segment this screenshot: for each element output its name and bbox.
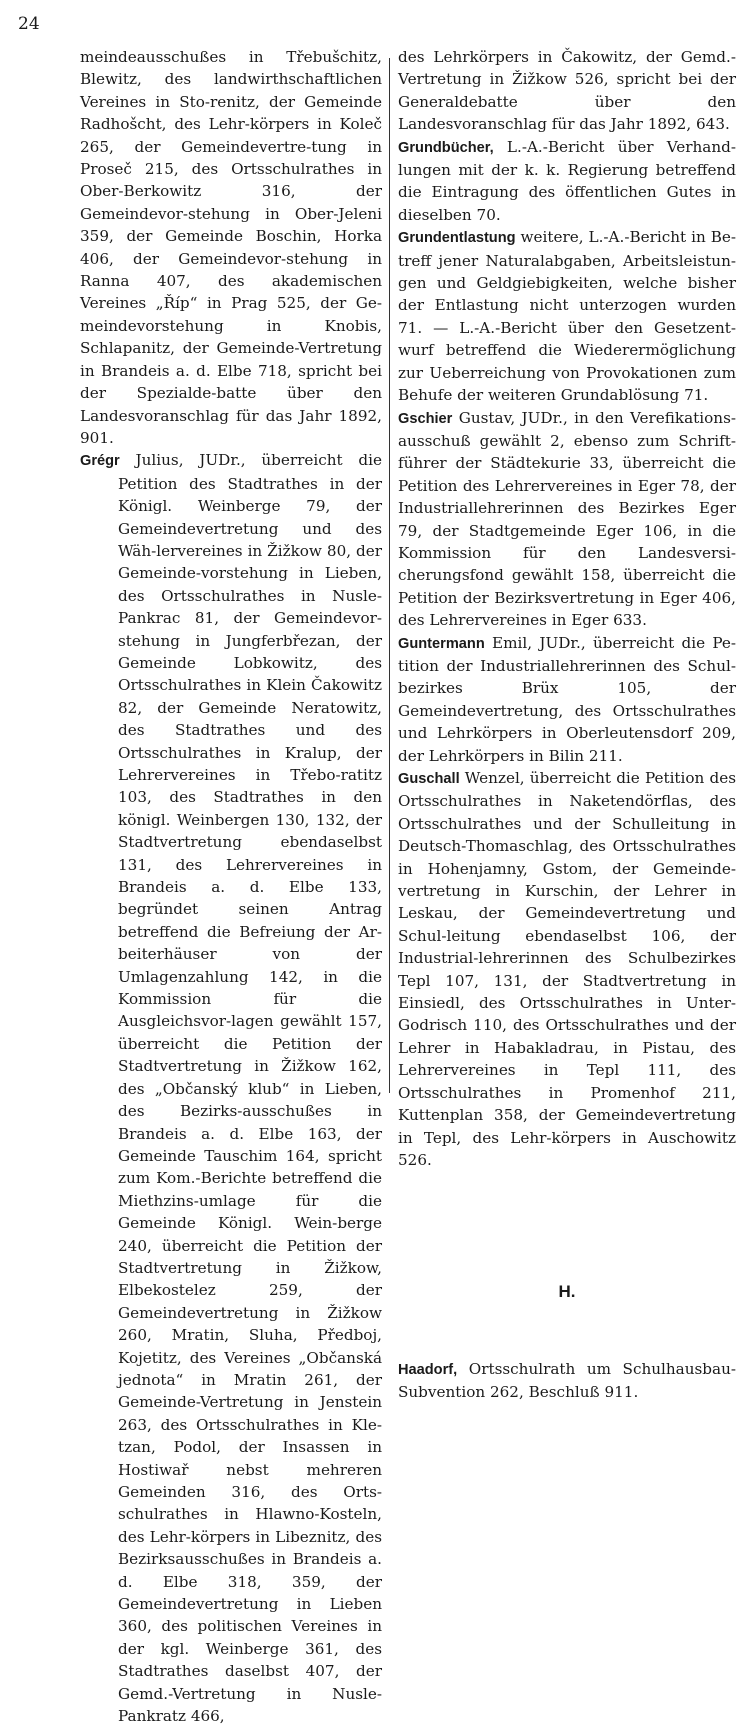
continuation-text: des Lehrkörpers in Čakowitz, der Gemd.-Vertretung in Žižkow 526, spricht bei der Generaldebatte über den Landesvoranschlag für das Jahr 1892, 643. <box>398 48 736 134</box>
entry-text: Gustav, JUDr., in den Verefikations-ausschuß gewählt 2, ebenso zum Schrift-führer der Städtekurie 33, überreicht die Petition des Lehrervereines in Eger 78, der Industriallehrerinnen des Bezirkes Eger 79, der Stadtgemeinde Eger 106, in die Kommission für den Landesversi-cherungsfond gewählt 158, überreicht die Petition der Bezirksvertretung in Eger 406, des Lehrervereines in Eger 633. <box>398 408 736 630</box>
right-column <box>398 46 736 1404</box>
index-entry-haadorf <box>398 1358 736 1404</box>
entry-text: weitere, L.-A.-Bericht in Be-treff jener Naturalabgaben, Arbeitsleistun-gen und Geldgiebigkeiten, welche bisher der Entlastung nicht unterzogen wurden 71. — L.-A.-Bericht über den Gesetzent-wurf betreffend die Wiederermöglichung zur Ueberreichung von Provokationen zum Behufe der weiteren Grundablösung 71. <box>398 228 736 405</box>
entry-text: Julius, JUDr., überreicht die Petition des Stadtrathes in der Königl. Weinberge 79, der Gemeindevertretung und des Wäh-lervereines in Žižkow 80, der Gemeinde-vorstehung in Lieben, des Ortsschulrathes in Nusle-Pankrac 81, der Gemeindevor-stehung in Jungferbřezan, der Gemeinde Lobkowitz, des Ortsschulrathes in Klein Čakowitz 82, der Gemeinde Neratowitz, des Stadtrathes und des Ortsschulrathes in Kralup, der Lehrervereines in Třebo-ratitz 103, des Stadtrathes in den königl. Weinbergen 130, 132, der Stadtvertretung ebendaselbst 131, des Lehrervereines in Brandeis a. d. Elbe 133, begründet seinen Antrag betreffend die Befreiung der Ar-beiterhäuser von der Umlagenzahlung 142, in die Kommission für die Ausgleichsvor-lagen gewählt 157, überreicht die Petition der Stadtvertretung in Žižkow 162, des „Občanský klub“ in Lieben, des Bezirks-ausschußes in Brandeis a. d. Elbe 163, der Gemeinde Tauschim 164, spricht zum Kom.-Berichte betreffend die Miethzins-umlage für die Gemeinde Königl. Wein-berge 240, überreicht die Petition der Stadtvertretung in Žižkow, Elbekostelez 259, der Gemeindevertretung in Žižkow 260, Mratin, Sluha, Předboj, Kojetitz, des Vereines „Občanská jednota“ in Mratin 261, der Gemeinde-Vertretung in Jenstein 263, des Ortsschulrathes in Kle-tzan, Podol, der Insassen in Hostiwař nebst mehreren Gemeinden 316, des Orts-schulrathes in Hlawno-Kosteln, des Lehr-körpers in Libeznitz, des Bezirksausschußes in Brandeis a. d. Elbe 318, 359, der Gemeindevertretung in Lieben 360, des politischen Vereines in der kgl. Weinberge 361, des Stadtrathes daselbst 407, der Gemd.-Vertretung in Nusle-Pankratz 466, <box>118 451 382 1726</box>
left-column <box>80 46 382 1727</box>
entry-head: Guschall <box>398 771 460 787</box>
page-number: 24 <box>18 14 40 34</box>
entry-text: Emil, JUDr., überreicht die Pe-tition der Industriallehrerinnen des Schul-bezirkes Brüx 105, der Gemeindevertretung, des Ortsschulrathes und Lehrkörpers in Oberleutensdorf 209, der Lehrkörpers in Bilin 211. <box>398 633 736 765</box>
index-entry-grundbuecher <box>398 136 736 227</box>
entry-head: Grundentlastung <box>398 230 516 247</box>
column-divider <box>389 58 390 1093</box>
entry-text: L.-A.-Bericht über Verhand-lungen mit der k. k. Regierung betreffend die Eintragung des öffentlichen Gutes in dieselben 70. <box>398 137 736 224</box>
entry-head: Haadorf, <box>398 1361 458 1378</box>
index-entry-gschier <box>398 407 736 632</box>
index-entry-guschall <box>398 767 736 1171</box>
entry-head: Gschier <box>398 410 453 427</box>
section-letter-heading: H. <box>558 1282 576 1302</box>
index-entry-grundentlastung <box>398 226 736 406</box>
index-entry-gregr <box>80 449 382 1727</box>
entry-head: Grundbücher, <box>398 139 494 156</box>
entry-head: Guntermann <box>398 635 485 652</box>
entry-text: Ortsschulrath um Schulhausbau-Subvention 262, Beschluß 911. <box>398 1359 736 1402</box>
index-entry-guntermann <box>398 632 736 767</box>
entry-head: Grégr <box>80 453 120 470</box>
continuation-text: meindeausschußes in Třebušchitz, Blewitz, des landwirthschaftlichen Vereines in Sto-renitz, der Gemeinde Radhošcht, des Lehr-körpers in Koleč 265, der Gemeindevertre-tung in Proseč 215, des Ortsschulrathes in Ober-Berkowitz 316, der Gemeindevor-stehung in Ober-Jeleni 359, der Gemeinde Boschin, Horka 406, der Gemeindevor-stehung in Ranna 407, des akademischen Vereines „Říp“ in Prag 525, der Ge-meindevorstehung in Knobis, Schlapanitz, der Gemeinde-Vertretung in Brandeis a. d. Elbe 718, spricht bei der Spezialde-batte über den Landesvoranschlag für das Jahr 1892, 901. <box>80 48 382 447</box>
entry-text: Wenzel, überreicht die Petition des Ortsschulrathes in Naketendörflas, des Ortsschulrathes und der Schulleitung in Deutsch-Thomaschlag, des Ortsschulrathes in Hohenjamny, Gstom, der Gemeinde-vertretung in Kurschin, der Lehrer in Leskau, der Gemeindevertretung und Schul-leitung ebendaselbst 106, der Industrial-lehrerinnen des Schulbezirkes Tepl 107, 131, der Stadtvertretung in Einsiedl, des Ortsschulrathes in Unter-Godrisch 110, des Ortsschulrathes und der Lehrer in Habakladrau, in Pistau, des Lehrervereines in Tepl 111, des Ortsschulrathes in Promenhof 211, Kuttenplan 358, der Gemeindevertretung in Tepl, des Lehr-körpers in Auschowitz 526. <box>398 769 736 1169</box>
